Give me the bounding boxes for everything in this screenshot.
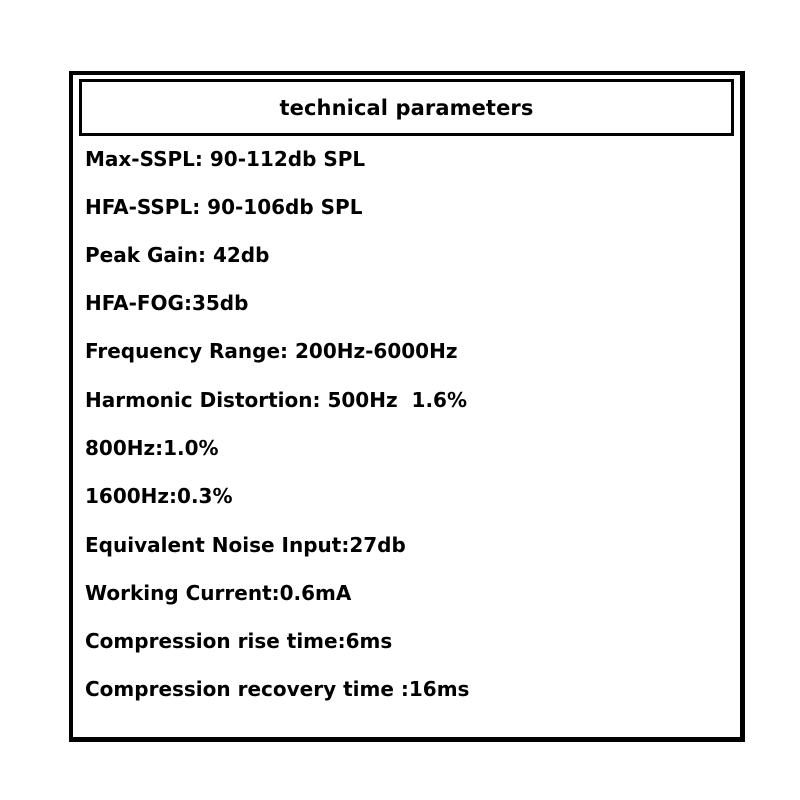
param-harmonic-distortion-500hz: Harmonic Distortion: 500Hz 1.6% [85,388,467,412]
param-equivalent-noise-input: Equivalent Noise Input:27db [85,533,406,557]
table-title: technical parameters [279,95,534,120]
param-compression-recovery-time: Compression recovery time :16ms [85,677,470,701]
param-hfa-fog: HFA-FOG:35db [85,291,249,315]
parameter-list [73,75,740,737]
param-hfa-sspl: HFA-SSPL: 90-106db SPL [85,195,363,219]
param-frequency-range: Frequency Range: 200Hz-6000Hz [85,339,458,363]
param-working-current: Working Current:0.6mA [85,581,352,605]
param-max-sspl: Max-SSPL: 90-112db SPL [85,147,366,171]
param-compression-rise-time: Compression rise time:6ms [85,629,393,653]
param-harmonic-distortion-1600hz: 1600Hz:0.3% [85,484,233,508]
param-peak-gain: Peak Gain: 42db [85,243,270,267]
parameters-table [69,71,745,742]
param-harmonic-distortion-800hz: 800Hz:1.0% [85,436,219,460]
